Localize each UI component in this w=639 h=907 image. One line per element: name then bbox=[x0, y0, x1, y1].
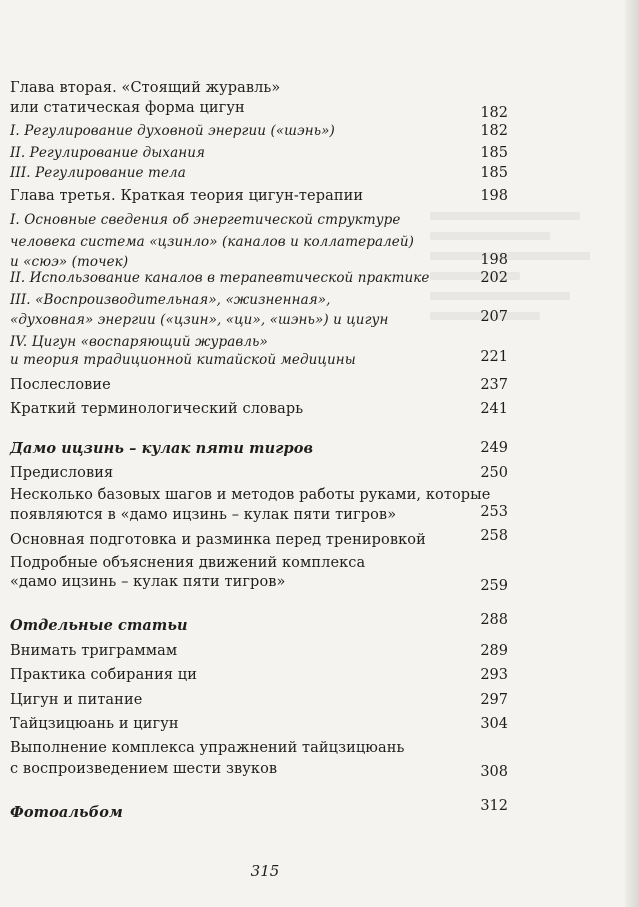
toc-entry-title: «духовная» энергии («цзин», «ци», «шэнь») и цигун bbox=[10, 312, 389, 328]
toc-entry-title: Цигун и питание bbox=[10, 692, 143, 708]
toc-entry-title: Послесловие bbox=[10, 377, 111, 393]
toc-entry-page-number: 250 bbox=[480, 465, 508, 481]
toc-entry-title: или статическая форма цигун bbox=[10, 100, 245, 116]
toc-entry-page-number: 185 bbox=[480, 145, 508, 161]
toc-entry-page-number: 198 bbox=[480, 188, 508, 204]
toc-entry-title: Предисловия bbox=[10, 465, 114, 481]
toc-entry-page-number: 253 bbox=[480, 504, 508, 520]
toc-entry-title: Несколько базовых шагов и методов работы руками, которые bbox=[10, 487, 491, 503]
toc-entry-page-number: 259 bbox=[480, 578, 508, 594]
toc-entry-title: и «сюэ» (точек) bbox=[10, 254, 129, 270]
toc-entry-page-number: 241 bbox=[480, 401, 508, 417]
toc-entry-title: человека система «цзинло» (каналов и коллатералей) bbox=[10, 234, 415, 250]
toc-entry-title: «дамо ицзинь – кулак пяти тигров» bbox=[10, 574, 286, 590]
toc-entry-title: и теория традиционной китайской медицины bbox=[10, 352, 356, 368]
toc-entry-title: III. Регулирование тела bbox=[10, 165, 186, 181]
toc-entry-title: с воспроизведением шести звуков bbox=[10, 761, 278, 777]
toc-entry-page-number: 182 bbox=[480, 123, 508, 139]
toc-entry-page-number: 308 bbox=[480, 764, 508, 780]
toc-entry-title: II. Использование каналов в терапевтической практике bbox=[10, 270, 430, 286]
toc-entry-title: Фотоальбом bbox=[10, 804, 123, 821]
toc-entry-page-number: 182 bbox=[480, 105, 508, 121]
toc-entry-title: Основная подготовка и разминка перед тренировкой bbox=[10, 532, 426, 548]
toc-entry-title: Дамо ицзинь – кулак пяти тигров bbox=[10, 440, 314, 457]
toc-entry-page-number: 258 bbox=[480, 528, 508, 544]
toc-entry-title: II. Регулирование дыхания bbox=[10, 145, 206, 161]
toc-entry-title: появляются в «дамо ицзинь – кулак пяти тигров» bbox=[10, 507, 397, 523]
toc-entry-page-number: 202 bbox=[480, 270, 508, 286]
toc-entry-title: Выполнение комплекса упражнений тайцзицюань bbox=[10, 740, 405, 756]
toc-entry-page-number: 198 bbox=[480, 252, 508, 268]
toc-entry-page-number: 288 bbox=[480, 612, 508, 628]
toc-entry-page-number: 249 bbox=[480, 440, 508, 456]
toc-entry-title: I. Регулирование духовной энергии («шэнь») bbox=[10, 123, 335, 139]
toc-entry-title: Подробные объяснения движений комплекса bbox=[10, 555, 366, 571]
toc-entry-title: Отдельные статьи bbox=[10, 617, 188, 634]
toc-entry-title: IV. Цигун «воспаряющий журавль» bbox=[10, 334, 268, 350]
page-number: 315 bbox=[250, 862, 280, 880]
toc-entry-page-number: 312 bbox=[480, 798, 508, 814]
toc-entry-title: Краткий терминологический словарь bbox=[10, 401, 304, 417]
toc-entry-title: Практика собирания ци bbox=[10, 667, 197, 683]
toc-entry-title: I. Основные сведения об энергетической структуре bbox=[10, 212, 401, 228]
toc-entry-page-number: 293 bbox=[480, 667, 508, 683]
toc-entry-page-number: 289 bbox=[480, 643, 508, 659]
toc-entry-title: Глава третья. Краткая теория цигун-терапии bbox=[10, 188, 364, 204]
toc-entry-page-number: 297 bbox=[480, 692, 508, 708]
toc-entry-page-number: 207 bbox=[480, 309, 508, 325]
toc-entry-title: Внимать триграммам bbox=[10, 643, 178, 659]
toc-entry-title: Тайцзицюань и цигун bbox=[10, 716, 179, 732]
toc-entry-page-number: 237 bbox=[480, 377, 508, 393]
toc-entry-title: Глава вторая. «Стоящий журавль» bbox=[10, 80, 281, 96]
toc-entry-page-number: 304 bbox=[480, 716, 508, 732]
toc-entry-page-number: 221 bbox=[480, 349, 508, 365]
toc-entry-title: III. «Воспроизводительная», «жизненная», bbox=[10, 292, 331, 308]
toc-entry-page-number: 185 bbox=[480, 165, 508, 181]
